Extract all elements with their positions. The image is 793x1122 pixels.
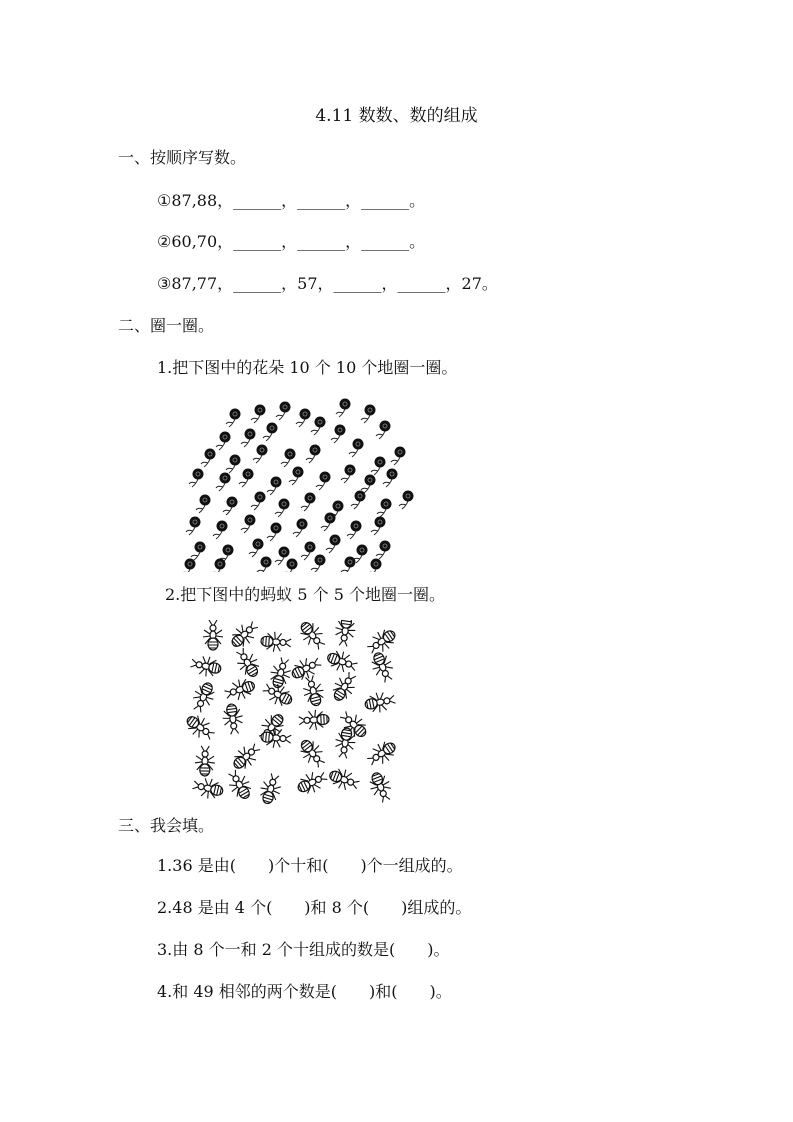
flower-icon [341, 557, 356, 573]
flower-icon [361, 475, 376, 494]
ant-icon [295, 735, 329, 771]
flower-icon [241, 515, 256, 534]
flower-icon [276, 402, 291, 421]
ant-icon [228, 739, 264, 774]
ant-icon [366, 769, 396, 804]
ant-icon [364, 737, 400, 770]
flower-icon [347, 521, 362, 540]
ant-icon [189, 653, 223, 679]
flower-icon [293, 519, 308, 538]
ant-icon [221, 703, 245, 735]
sequence-item-3: ③87,77，______，57，______，______，27。 [157, 274, 498, 293]
flower-icon [376, 421, 391, 440]
flower-icon [267, 523, 282, 542]
flower-icon [331, 425, 346, 444]
flower-icon [267, 477, 282, 496]
flower-icon [306, 445, 321, 464]
flower-icon [376, 541, 391, 560]
flower-icon [216, 473, 231, 492]
flower-icon [213, 521, 228, 540]
ant-icon [368, 649, 398, 684]
flower-icon [399, 491, 414, 510]
sequence-item-1: ①87,88，______，______，______。 [157, 191, 426, 210]
ant-icon [333, 620, 357, 647]
ant-icon [257, 772, 285, 805]
flower-icon [191, 542, 206, 561]
flower-icon [249, 539, 264, 558]
flower-icon [181, 559, 196, 573]
ant-icon [364, 625, 400, 659]
section2-heading: 二、圈一圈。 [118, 316, 215, 335]
ant-icon [191, 775, 225, 801]
flower-icon [367, 559, 382, 573]
flower-icon [283, 559, 298, 573]
ant-icon [267, 656, 294, 690]
ant-icon [294, 767, 330, 798]
flower-icon [263, 423, 278, 442]
ant-icon [300, 674, 327, 708]
section1-heading: 一、按顺序写数。 [118, 148, 247, 167]
circle-question-2: 2.把下图中的蚂蚁 5 个 5 个地圈一圈。 [165, 585, 445, 604]
ant-icon [260, 631, 291, 653]
flower-icon [226, 455, 241, 474]
fill-item-1: 1.36 是由( )个十和( )个一组成的。 [157, 856, 463, 875]
flower-icon [211, 559, 226, 573]
flower-icon [341, 465, 356, 484]
flower-icon [311, 417, 326, 436]
ant-icon [298, 709, 329, 731]
circle-question-1: 1.把下图中的花朵 10 个 10 个地圈一圈。 [157, 358, 458, 377]
flower-icon [377, 499, 392, 518]
flower-icon [326, 535, 341, 554]
flower-icon [289, 467, 304, 486]
ant-icon [203, 620, 223, 650]
flower-icon [196, 495, 211, 514]
flower-icon [301, 542, 316, 561]
ants-illustration [185, 620, 400, 805]
fill-item-4: 4.和 49 相邻的两个数是( )和( )。 [157, 982, 452, 1001]
ant-icon [185, 711, 218, 745]
flower-icon [239, 469, 254, 488]
flower-icon [216, 432, 231, 451]
ant-icon [325, 647, 360, 676]
flower-icon [361, 405, 376, 424]
flower-icon [351, 491, 366, 510]
flower-icon [189, 469, 204, 488]
flower-icon [391, 447, 406, 466]
flower-icon [241, 429, 256, 448]
flower-icon [186, 517, 201, 536]
flower-icon [383, 469, 398, 488]
flower-icon [226, 409, 241, 428]
ant-icon [231, 645, 264, 681]
flowers-illustration [180, 392, 420, 572]
flower-icon [251, 492, 266, 511]
flower-icon [321, 513, 336, 532]
flower-icon [253, 445, 268, 464]
worksheet-title: 4.11 数数、数的组成 [315, 106, 478, 126]
ant-icon [326, 765, 361, 794]
ant-icon [363, 690, 396, 715]
flower-icon [201, 449, 216, 468]
ant-icon [223, 675, 258, 704]
flower-icon [257, 557, 272, 573]
flower-icon [316, 472, 331, 491]
ant-icon [295, 620, 329, 653]
fill-item-2: 2.48 是由 4 个( )和 8 个( )组成的。 [157, 898, 472, 917]
ant-icon [328, 669, 361, 705]
flower-icon [336, 399, 351, 418]
flower-icon [311, 555, 326, 573]
ant-icon [188, 679, 218, 715]
flower-icon [281, 449, 296, 468]
flower-icon [251, 405, 266, 424]
ant-icon [226, 620, 262, 652]
ant-icon [223, 767, 255, 803]
flower-icon [371, 517, 386, 536]
sequence-item-2: ②60,70，______，______，______。 [157, 232, 426, 251]
flower-icon [371, 457, 386, 476]
flower-icon [296, 409, 311, 428]
flower-icon [223, 497, 238, 516]
ant-icon [288, 653, 324, 684]
section3-heading: 三、我会填。 [118, 816, 215, 835]
flower-icon [301, 493, 316, 512]
fill-item-3: 3.由 8 个一和 2 个十组成的数是( )。 [157, 940, 450, 959]
ant-icon [195, 746, 216, 776]
flower-icon [275, 499, 290, 518]
flower-icon [349, 439, 364, 458]
